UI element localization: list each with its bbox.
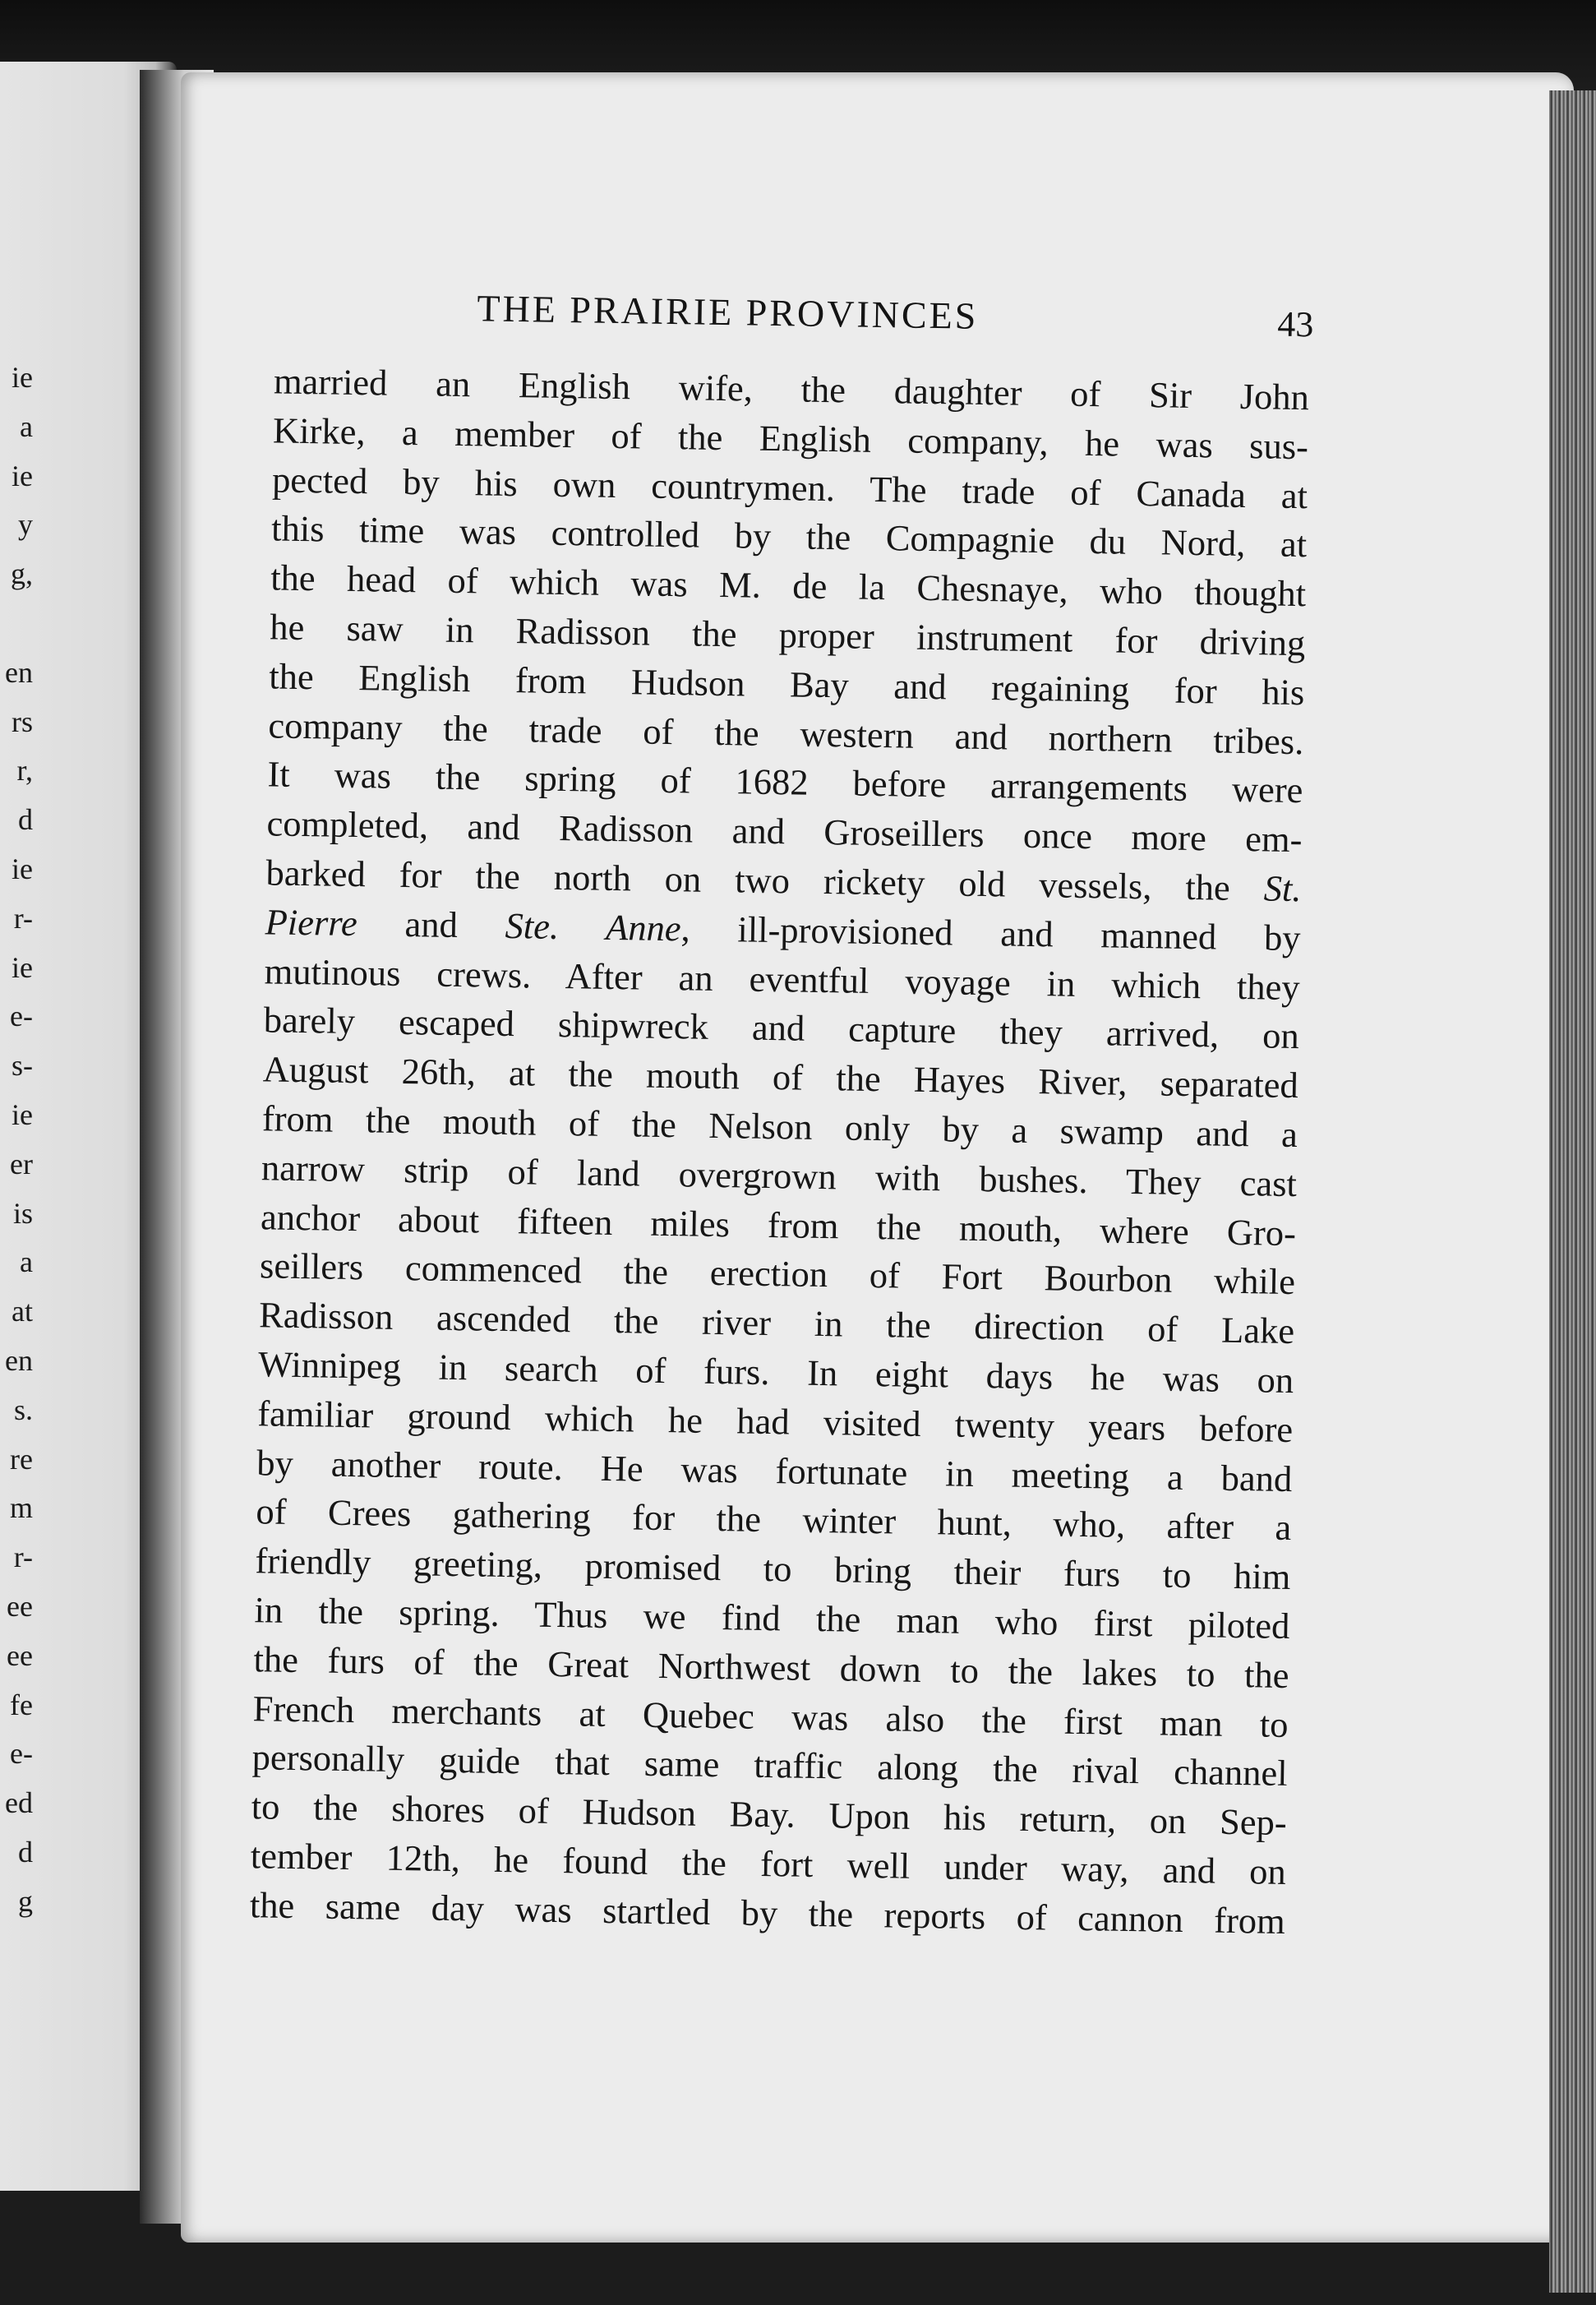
text-line: the English from Hudson Bay and regaining for his (269, 655, 1305, 713)
facing-line-fragment: g (18, 1884, 33, 1918)
text-line: It was the spring of 1682 before arrangements were (267, 753, 1303, 811)
text-line: from the mouth of the Nelson only by a swamp and a (261, 1097, 1298, 1156)
facing-line-fragment: s. (13, 1393, 33, 1426)
facing-line-fragment: a (20, 409, 33, 443)
facing-line-fragment: ie (12, 459, 33, 492)
text-line: anchor about fifteen miles from the mouth, where Gro- (260, 1195, 1297, 1254)
ship-name: Pierre (265, 901, 358, 944)
facing-line-fragment: d (18, 803, 33, 837)
facing-line-fragment: ee (7, 1638, 33, 1672)
facing-line-fragment: ie (12, 361, 33, 394)
text-line: the furs of the Great Northwest down to the lakes to the (253, 1638, 1289, 1696)
text-line: mutinous crews. After an eventful voyage in which they (264, 949, 1301, 1008)
text-line: French merchants at Quebec was also the first man to (252, 1687, 1289, 1745)
facing-line-fragment: e- (10, 1737, 33, 1771)
facing-line-fragment: d (18, 1835, 33, 1868)
page-number: 43 (1276, 303, 1314, 345)
text-line: in the spring. Thus we find the man who first piloted (254, 1589, 1290, 1647)
text-line: barely escaped shipwreck and capture they arrived, on (263, 999, 1300, 1057)
facing-line-fragment: is (12, 1196, 33, 1230)
text-line: tember 12th, he found the fort well under way, and on (250, 1835, 1287, 1892)
text-line: Winnipeg in search of furs. In eight days he was on (257, 1343, 1294, 1401)
facing-line-fragment: ee (7, 1589, 33, 1623)
ship-name: Ste. Anne (505, 904, 681, 949)
facing-line-fragment: rs (12, 704, 33, 738)
facing-line-fragment: g, (11, 557, 33, 591)
text-line: Pierre and Ste. Anne, ill-provisioned and manned by (265, 901, 1301, 958)
facing-line-fragment: r- (13, 1541, 33, 1574)
text-line: the same day was startled by the reports of cannon from (249, 1883, 1286, 1942)
text-line: Kirke, a member of the English company, he was sus- (272, 409, 1309, 467)
facing-line-fragment: ed (5, 1786, 33, 1820)
text-line: of Crees gathering for the winter hunt, who, after a (256, 1490, 1292, 1549)
facing-line-fragment: er (10, 1147, 33, 1180)
facing-line-fragment: a (20, 1245, 33, 1279)
text-line: married an English wife, the daughter of Sir John (273, 360, 1310, 418)
facing-line-fragment: y (18, 508, 33, 542)
text-line: pected by his own countrymen. The trade of Canada at (271, 459, 1308, 516)
text-line: seillers commenced the erection of Fort Bourbon while (259, 1245, 1296, 1303)
text-line: by another route. He was fortunate in meeting a band (256, 1441, 1293, 1499)
facing-line-fragment: s- (12, 1049, 33, 1083)
text-line: this time was controlled by the Compagnie du Nord, at (270, 507, 1308, 566)
text-line: personally guide that same traffic along the rival channel (251, 1736, 1288, 1795)
facing-line-fragment: en (5, 1343, 33, 1377)
facing-line-fragment: ie (12, 950, 33, 984)
text-line: barked for the north on two rickety old vessels, the St. (265, 852, 1302, 910)
running-head: THE PRAIRIE PROVINCES (477, 287, 979, 337)
text-line: he saw in Radisson the proper instrument for driving (269, 606, 1306, 664)
text-line: to the shores of Hudson Bay. Upon his return, on Sep- (251, 1785, 1288, 1844)
facing-line-fragment: fe (10, 1688, 33, 1721)
facing-line-fragment: ie (12, 852, 33, 885)
facing-line-fragment: m (9, 1491, 33, 1525)
facing-line-fragment: ie (12, 1097, 33, 1131)
facing-line-fragment: e- (10, 1000, 33, 1033)
text-line: completed, and Radisson and Groseillers once more em- (266, 802, 1303, 861)
facing-line-fragment: re (10, 1442, 33, 1476)
text-line: the head of which was M. de la Chesnaye, who thought (270, 557, 1307, 615)
facing-line-fragment: en (5, 655, 33, 689)
text-line: August 26th, at the mouth of the Hayes River, separated (262, 1048, 1299, 1106)
body-text (249, 357, 1309, 1946)
text-line: company the trade of the western and northern tribes. (268, 704, 1304, 762)
ship-name: St. (1263, 867, 1302, 910)
text-line: Radisson ascended the river in the direction of Lake (258, 1294, 1295, 1352)
text-line: narrow strip of land overgrown with bushes. They cast (261, 1147, 1298, 1204)
facing-line-fragment: r, (16, 754, 33, 788)
text-line: familiar ground which he had visited twenty years before (256, 1393, 1294, 1450)
facing-line-fragment: at (12, 1295, 33, 1328)
facing-line-fragment: r- (13, 901, 33, 935)
text-line: friendly greeting, promised to bring their furs to him (255, 1540, 1291, 1598)
